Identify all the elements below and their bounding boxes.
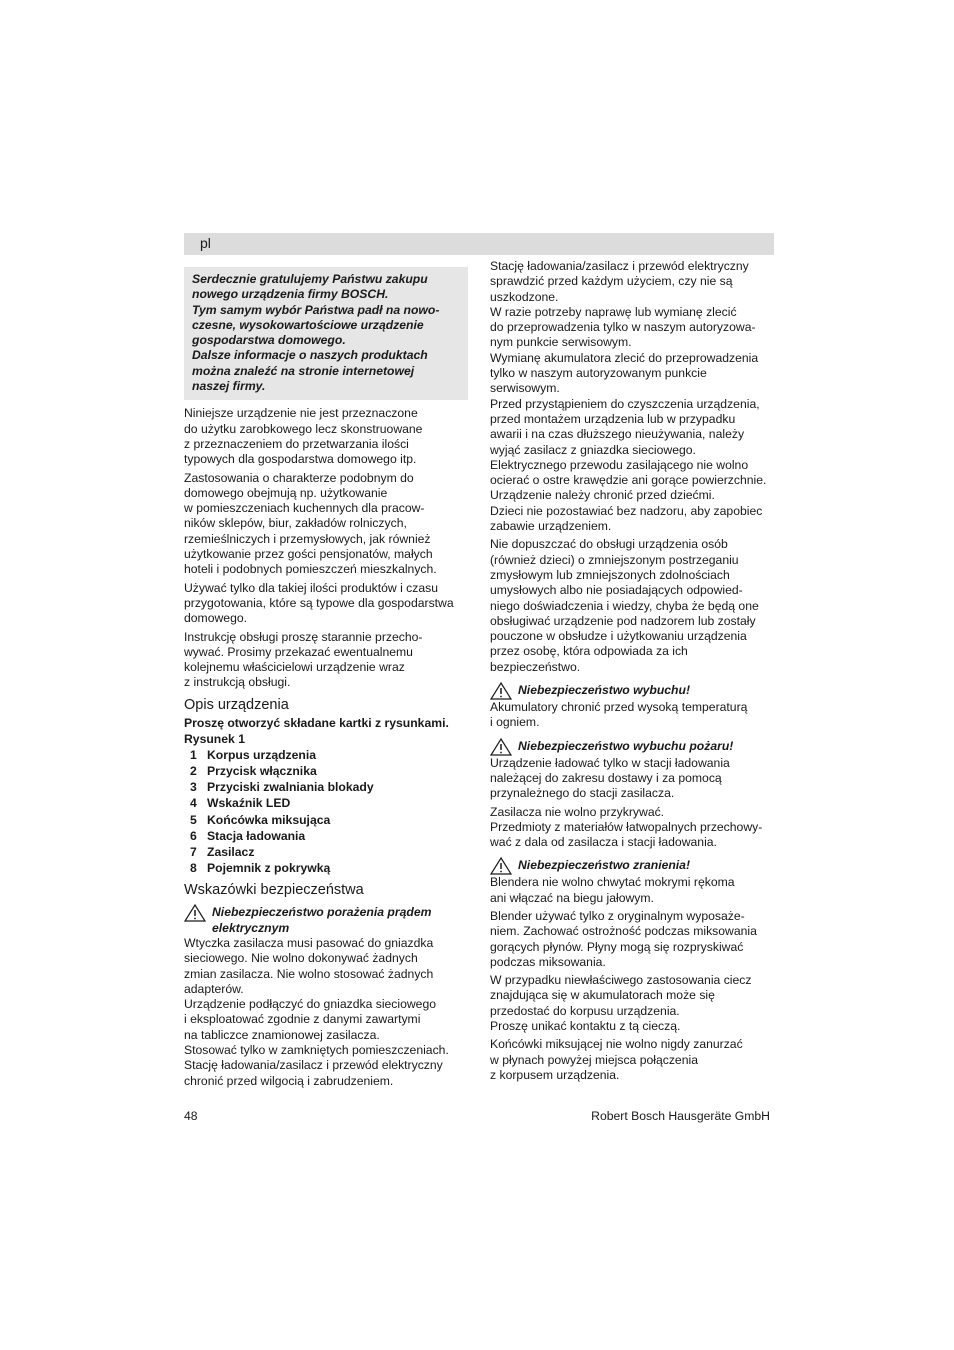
text-line: W razie potrzeby naprawę lub wymianę zlecić (490, 304, 737, 319)
item-label: Zasilacz (207, 844, 255, 859)
text-line: kolejnemu właścicielowi urządzenie wraz (184, 660, 405, 675)
text-line: ocierać o ostre krawędzie ani gorące powierzchnie. (490, 473, 767, 488)
paragraph (490, 504, 776, 535)
text-line: Wymianę akumulatora zlecić do przeprowadzenia (490, 350, 759, 365)
text-line: Wtyczka zasilacza musi pasować do gniazdka (184, 935, 434, 950)
text-line: z instrukcją obsługi. (184, 675, 291, 690)
paragraph (490, 259, 776, 305)
paragraph (490, 351, 776, 397)
text-line: W przypadku niewłaściwego zastosowania ciecz (490, 973, 752, 988)
text-line: zmysłowym lub zmniejszonych zdolnościach (490, 567, 730, 582)
text-line: adapterów. (184, 981, 244, 996)
intro-line: Serdecznie gratulujemy Państwu zakupu (192, 272, 428, 286)
warning-electric-shock (184, 905, 468, 936)
text-line: zmian zasilacza. Nie wolno stosować żadnych (184, 966, 434, 981)
language-bar (184, 233, 774, 255)
intro-line: Tym samym wybór Państwa padł na nowo- (192, 302, 440, 317)
text-line: w płynach powyżej miejsca połączenia (490, 1052, 698, 1067)
text-line: przygotowania, które są typowe dla gospodarstwa (184, 595, 454, 610)
item-number: 7 (190, 844, 197, 859)
warning-explosion (490, 683, 776, 700)
text-line: w pomieszczeniach kuchennych dla pracow- (184, 501, 425, 516)
item-number: 5 (190, 812, 197, 827)
intro-line: naszej firmy. (192, 379, 266, 394)
text-line: przedostać do korpusu urządzenia. (490, 1003, 680, 1018)
list-item (184, 747, 468, 763)
text-line: domowego. (184, 611, 248, 626)
list-item (184, 779, 468, 795)
text-line: zabawie urządzeniem. (490, 519, 612, 534)
text-line: przynależnego do stacji zasilacza. (490, 786, 675, 801)
text-line: Niebezpieczeństwo porażenia prądem (212, 905, 432, 920)
paragraph (184, 1058, 468, 1089)
text-line: obsługiwać urządzenie pod nadzorem lub zostały (490, 613, 756, 628)
paragraph (490, 973, 776, 1019)
text-line: Elektrycznego przewodu zasilającego nie wolno (490, 457, 749, 472)
intro-line: gospodarstwa domowego. (192, 333, 346, 348)
text-line: Stację ładowania/zasilacz i przewód elektryczny (184, 1058, 443, 1073)
paragraph (490, 488, 776, 503)
list-item (184, 812, 468, 828)
text-line: sprawdzić przed każdym użyciem, czy nie są (490, 274, 733, 289)
text-line: znajdująca się w akumulatorach może się (490, 988, 715, 1003)
paragraph (184, 630, 468, 691)
text-line: Przedmioty z materiałów łatwopalnych przechowy- (490, 819, 763, 834)
intro-line: można znaleźć na stronie internetowej (192, 363, 415, 378)
paragraph (184, 997, 468, 1043)
paragraph (490, 700, 776, 731)
item-label: Stacja ładowania (207, 828, 306, 843)
text-line: typowych dla gospodarstwa domowego itp. (184, 452, 417, 467)
warning-title: Niebezpieczeństwo zranienia! (518, 858, 691, 873)
text-line: Instrukcję obsługi proszę starannie przecho- (184, 629, 423, 644)
intro-line: czesne, wysokowartościowe urządzenie (192, 317, 424, 332)
text-line: chronić przed wilgocią i zabrudzeniem. (184, 1073, 394, 1088)
paragraph (490, 1019, 776, 1034)
text-line: przed montażem urządzenia lub w przypadku (490, 411, 736, 426)
text-line: Urządzenie należy chronić przed dziećmi. (490, 488, 715, 503)
text-line: elektrycznym (212, 920, 290, 935)
text-line: Nie dopuszczać do obsługi urządzenia osób (490, 537, 728, 552)
text-line: z przeznaczeniem do przetwarzania ilości (184, 436, 409, 451)
text-line: ników sklepów, biur, zakładów rolniczych, (184, 516, 407, 531)
section-title-safety: Wskazówki bezpieczeństwa (184, 882, 364, 899)
list-item (184, 844, 468, 860)
company-name: Robert Bosch Hausgeräte GmbH (591, 1109, 770, 1123)
intro-box (184, 267, 468, 400)
intro-line: Dalsze informacje o naszych produktach (192, 348, 428, 363)
intro-line: nowego urządzenia firmy BOSCH. (192, 287, 389, 302)
text-line: Urządzenie ładować tylko w stacji ładowania (490, 755, 730, 770)
fold-out-instruction: Proszę otworzyć składane kartki z rysunkami. (184, 715, 449, 730)
text-line: wać z dala od zasilacza i stacji ładowania. (490, 835, 717, 850)
text-line: Zasilacza nie wolno przykrywać. (490, 804, 665, 819)
paragraph (184, 581, 468, 627)
warning-triangle-icon (184, 904, 208, 922)
item-label: Pojemnik z pokrywką (207, 861, 331, 876)
text-line: i eksploatować zgodnie z danymi zawartymi (184, 1012, 421, 1027)
text-line: gorących płynów. Płyny mogą się rozpryskiwać (490, 939, 744, 954)
figure-label: Rysunek 1 (184, 731, 245, 746)
warning-triangle-icon (490, 857, 514, 875)
warning-triangle-icon (490, 682, 514, 700)
list-item (184, 795, 468, 811)
text-line: i ogniem. (490, 715, 540, 730)
text-line: Niniejsze urządzenie nie jest przeznaczone (184, 406, 418, 421)
text-line: Zastosowania o charakterze podobnym do (184, 470, 414, 485)
text-line: Blendera nie wolno chwytać mokrymi rękoma (490, 875, 735, 890)
item-number: 2 (190, 763, 197, 778)
paragraph (184, 406, 468, 467)
text-line: nym punkcie serwisowym. (490, 335, 632, 350)
warning-triangle-icon (490, 738, 514, 756)
paragraph (490, 875, 776, 906)
paragraph (490, 397, 776, 458)
warning-injury (490, 858, 776, 875)
item-number: 8 (190, 861, 197, 876)
list-item (184, 763, 468, 779)
text-line: serwisowym. (490, 381, 560, 396)
item-label: Wskaźnik LED (207, 796, 291, 811)
language-code: pl (200, 235, 211, 251)
text-line: do użytku zarobkowego lecz skonstruowane (184, 421, 423, 436)
text-line: Urządzenie podłączyć do gniazdka sieciowego (184, 997, 437, 1012)
text-line: niem. Zachować ostrożność podczas miksowania (490, 924, 757, 939)
text-line: przez osobę, która odpowiada za ich (490, 644, 688, 659)
text-line: hoteli i podobnych pomieszczeń mieszkalnych. (184, 562, 437, 577)
text-line: domowego obejmują np. użytkowanie (184, 485, 388, 500)
item-number: 6 (190, 828, 197, 843)
item-label: Przycisk włącznika (207, 763, 317, 778)
text-line: awarii i na czas dłuższego nieużywania, należy (490, 427, 745, 442)
text-line: Stosować tylko w zamkniętych pomieszczeniach. (184, 1043, 449, 1058)
text-line: rzemieślniczych i przemysłowych, jak również (184, 531, 431, 546)
paragraph (490, 458, 776, 489)
section-title-description: Opis urządzenia (184, 696, 289, 713)
paragraph (490, 756, 776, 802)
page-number: 48 (184, 1109, 198, 1123)
paragraph (490, 805, 776, 820)
text-line: pouczone w obsłudze i użytkowaniu urządzenia (490, 629, 747, 644)
text-line: Blender używać tylko z oryginalnym wyposaże- (490, 908, 745, 923)
item-number: 1 (190, 747, 197, 762)
text-line: należącej do zakresu dostawy i za pomocą (490, 770, 722, 785)
item-number: 4 (190, 796, 197, 811)
text-line: wywać. Prosimy przekazać ewentualnemu (184, 644, 413, 659)
paragraph (490, 909, 776, 970)
text-line: tylko w naszym autoryzowanym punkcie (490, 366, 707, 381)
text-line: z korpusem urządzenia. (490, 1067, 620, 1082)
parts-list (184, 747, 468, 877)
text-line: Stację ładowania/zasilacz i przewód elektryczny (490, 259, 749, 273)
text-line: podczas miksowania. (490, 954, 606, 969)
item-number: 3 (190, 780, 197, 795)
text-line: niego doświadczenia i wiedzy, chyba że będą one (490, 598, 759, 613)
text-line: (również dzieci) o zmniejszonym postrzeganiu (490, 552, 739, 567)
item-label: Korpus urządzenia (207, 747, 317, 762)
text-line: Przed przystąpieniem do czyszczenia urządzenia, (490, 396, 760, 411)
item-label: Końcówka miksująca (207, 812, 331, 827)
warning-title: Niebezpieczeństwo wybuchu pożaru! (518, 738, 734, 753)
paragraph (490, 305, 776, 351)
text-line: bezpieczeństwo. (490, 659, 581, 674)
paragraph (490, 1037, 776, 1083)
text-line: Dzieci nie pozostawiać bez nadzoru, aby zapobiec (490, 503, 763, 518)
text-line: Końcówki miksującej nie wolno nigdy zanurzać (490, 1037, 743, 1052)
paragraph (184, 1043, 468, 1058)
warning-title (208, 905, 431, 936)
text-line: Akumulatory chronić przed wysoką temperaturą (490, 700, 748, 715)
text-line: sieciowego. Nie wolno dokonywać żadnych (184, 951, 418, 966)
text-line: Proszę unikać kontaktu z tą cieczą. (490, 1019, 681, 1034)
text-line: Używać tylko dla takiej ilości produktów i czasu (184, 580, 439, 595)
text-line: umysłowych albo nie posiadających odpowied- (490, 583, 743, 598)
paragraph (184, 471, 468, 578)
right-column (490, 259, 776, 1083)
paragraph (490, 537, 776, 675)
text-line: ani włączać na biegu jałowym. (490, 890, 654, 905)
text-line: uszkodzone. (490, 289, 559, 304)
warning-title: Niebezpieczeństwo wybuchu! (518, 683, 691, 698)
text-line: do przeprowadzenia tylko w naszym autoryzowa- (490, 320, 756, 335)
warning-fire (490, 739, 776, 756)
list-item (184, 828, 468, 844)
text-line: użytkowanie przez gości pensjonatów, małych (184, 547, 433, 562)
text-line: na tabliczce znamionowej zasilacza. (184, 1027, 380, 1042)
list-item (184, 860, 468, 876)
item-label: Przyciski zwalniania blokady (207, 780, 374, 795)
paragraph (184, 936, 468, 997)
paragraph (490, 820, 776, 851)
text-line: wyjąć zasilacz z gniazdka sieciowego. (490, 442, 696, 457)
left-column (184, 259, 468, 1089)
